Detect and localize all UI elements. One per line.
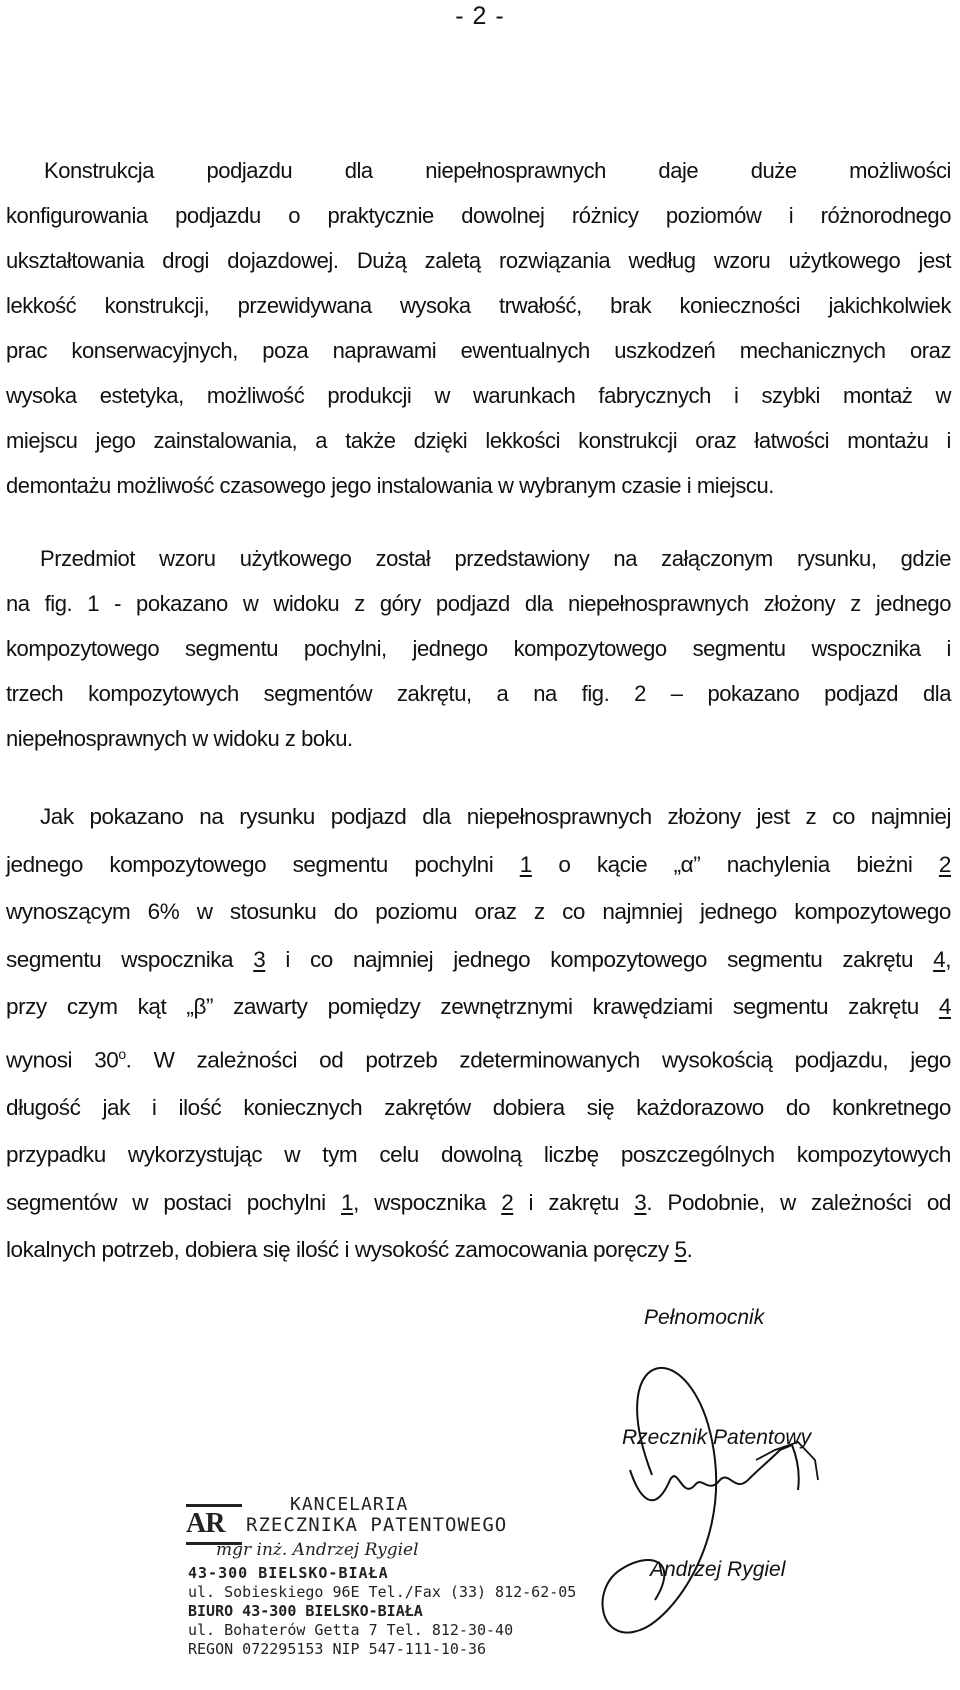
paragraph-line: konfigurowania podjazdu o praktycznie dowolnej różnicy poziomów i różnorodnego: [6, 203, 951, 228]
reference-numeral: 4: [938, 994, 951, 1019]
text-run: i co najmniej jednego kompozytowego segmentu zakrętu: [265, 946, 934, 972]
reference-numeral: 3: [634, 1189, 647, 1215]
reference-numeral: 2: [501, 1189, 514, 1215]
office-stamp: [186, 1490, 577, 1690]
text-run: ,: [945, 946, 951, 972]
text-run: . Podobnie, w zależności od: [646, 1189, 951, 1215]
stamp-line: 43-300 BIELSKO-BIAŁA: [188, 1564, 389, 1582]
reference-numeral: 3: [253, 946, 266, 972]
paragraph-line: Konstrukcja podjazdu dla niepełnosprawnych daje duże możliwości: [44, 158, 951, 183]
stamp-line: ul. Bohaterów Getta 7 Tel. 812-30-40: [188, 1621, 514, 1639]
paragraph-line: wysoka estetyka, możliwość produkcji w warunkach fabrycznych i szybki montaż w: [6, 383, 951, 408]
signature-name: Andrzej Rygiel: [650, 1558, 786, 1581]
paragraph-line: kompozytowego segmentu pochylni, jednego kompozytowego segmentu wspocznika i: [6, 636, 951, 661]
paragraph-line: prac konserwacyjnych, poza naprawami ewentualnych uszkodzeń mechanicznych oraz: [6, 338, 951, 363]
paragraph-line: [6, 841, 951, 889]
stamp-line: REGON 072295153 NIP 547-111-10-36: [188, 1640, 487, 1658]
degree-superscript: o: [118, 1045, 126, 1062]
handwritten-signature: [560, 1300, 960, 1690]
paragraph-line: ukształtowania drogi dojazdowej. Dużą zaletą rozwiązania według wzoru użytkowego jest: [6, 248, 951, 273]
reference-numeral: 5: [674, 1237, 687, 1262]
paragraph-line: [6, 1031, 951, 1084]
paragraph-line: na fig. 1 - pokazano w widoku z góry podjazd dla niepełnosprawnych złożony z jednego: [6, 591, 951, 616]
stamp-line: ul. Sobieskiego 96E Tel./Fax (33) 812-62-05: [188, 1583, 577, 1601]
paragraph-line: trzech kompozytowych segmentów zakrętu, a na fig. 2 – pokazano podjazd dla: [6, 681, 951, 706]
page-number: - 2 -: [455, 2, 505, 30]
reference-numeral: 1: [340, 1189, 354, 1215]
text-run: . W zależności od potrzeb zdeterminowanych wysokością podjazdu, jego: [125, 1047, 951, 1072]
text-run: segmentu wspocznika: [6, 946, 254, 972]
paragraph-description: [6, 793, 951, 1274]
stamp-line: mgr inż. Andrzej Rygiel: [216, 1540, 419, 1560]
text-run: wynosi 30: [6, 1047, 119, 1072]
paragraph-line: [6, 983, 951, 1031]
paragraph-line: [6, 1226, 951, 1274]
paragraph-figures: [6, 536, 951, 761]
text-run: jednego kompozytowego segmentu pochylni: [6, 851, 520, 877]
stamp-line: RZECZNIKA PATENTOWEGO: [246, 1514, 508, 1536]
paragraph-line: lekkość konstrukcji, przewidywana wysoka trwałość, brak konieczności jakichkolwiek: [6, 293, 951, 318]
logo-text: AR: [186, 1508, 225, 1539]
text-run: lokalnych potrzeb, dobiera się ilość i wysokość zamocowania poręczy: [6, 1237, 675, 1262]
text-run: i zakrętu: [513, 1189, 635, 1215]
paragraph-line: niepełnosprawnych w widoku z boku.: [6, 726, 353, 751]
signature-title: Pełnomocnik: [644, 1306, 765, 1329]
text-run: przy czym kąt „β” zawarty pomiędzy zewnętrznymi krawędziami segmentu zakrętu: [6, 994, 939, 1019]
paragraph-intro: [6, 148, 951, 508]
paragraph-line: Przedmiot wzoru użytkowego został przedstawiony na załączonym rysunku, gdzie: [40, 546, 951, 571]
stamp-line: KANCELARIA: [290, 1494, 409, 1515]
text-run: .: [686, 1237, 693, 1262]
text-run: segmentów w postaci pochylni: [6, 1189, 341, 1215]
reference-numeral: 2: [938, 851, 951, 877]
signature-role: Rzecznik Patentowy: [622, 1426, 812, 1449]
reference-numeral: 4: [933, 946, 946, 972]
paragraph-line: Jak pokazano na rysunku podjazd dla niepełnosprawnych złożony jest z co najmniej: [40, 804, 951, 829]
logo-bar: [186, 1504, 242, 1507]
text-run: o kącie „α” nachylenia bieżni: [531, 851, 939, 877]
paragraph-line: demontażu możliwość czasowego jego instalowania w wybranym czasie i miejscu.: [6, 473, 774, 498]
paragraph-line: miejscu jego zainstalowania, a także dzięki lekkości konstrukcji oraz łatwości montażu i: [6, 428, 951, 453]
paragraph-line: [6, 1179, 951, 1227]
paragraph-line: [6, 936, 951, 984]
paragraph-line: długość jak i ilość koniecznych zakrętów dobiera się każdorazowo do konkretnego: [6, 1094, 951, 1120]
reference-numeral: 1: [519, 851, 532, 877]
text-run: , wspocznika: [353, 1189, 502, 1215]
signature-block: [560, 1300, 960, 1690]
stamp-logo: [186, 1498, 246, 1538]
paragraph-line: wynoszącym 6% w stosunku do poziomu oraz z co najmniej jednego kompozytowego: [6, 899, 951, 924]
paragraph-line: przypadku wykorzystując w tym celu dowolną liczbę poszczególnych kompozytowych: [6, 1142, 951, 1167]
stamp-line: BIURO 43-300 BIELSKO-BIAŁA: [188, 1602, 423, 1620]
